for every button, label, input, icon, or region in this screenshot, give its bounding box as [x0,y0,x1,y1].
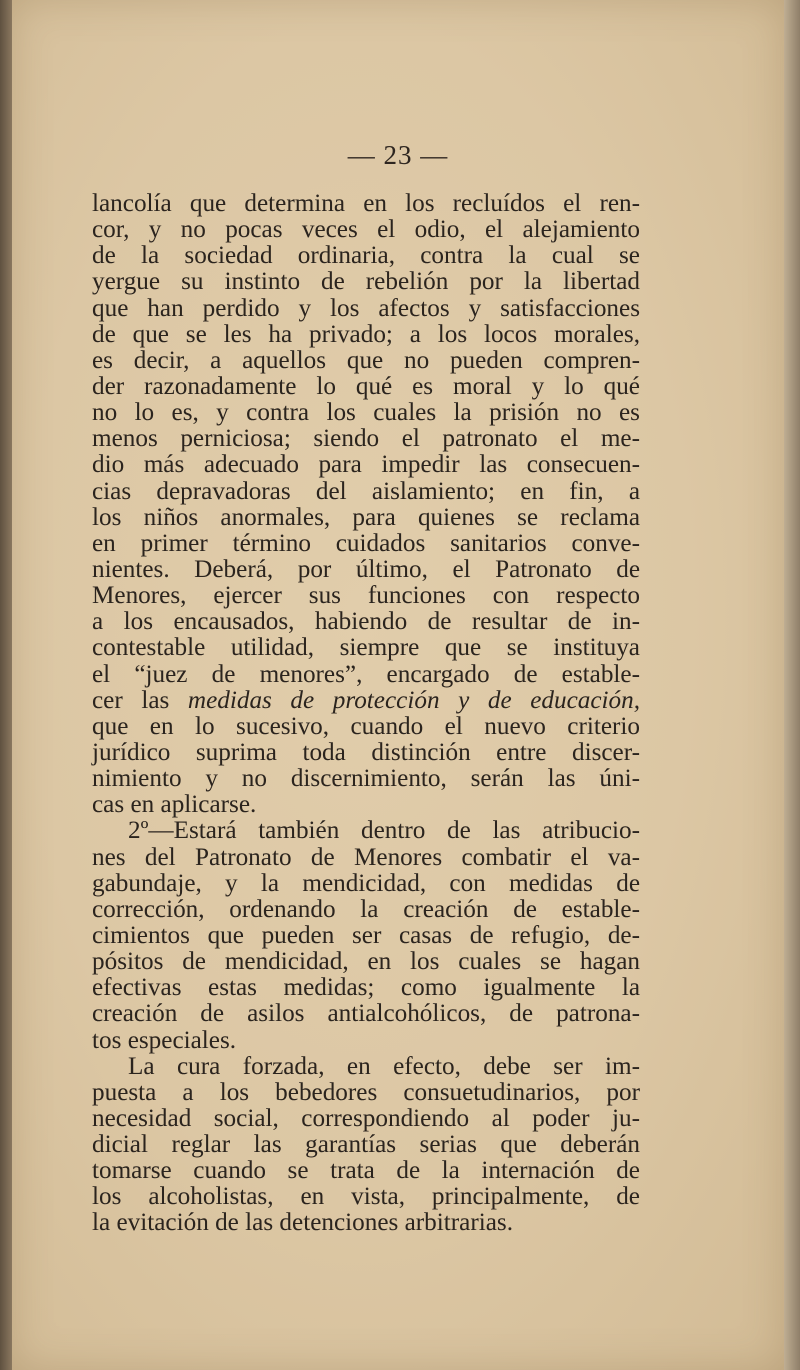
book-page [12,0,784,1370]
text-line: de la sociedad ordinaria, contra la cual se [92,242,640,270]
text-line: Menores, ejercer sus funciones con respecto [92,582,640,610]
text-line: que han perdido y los afectos y satisfacciones [92,294,640,322]
text-line: es decir, a aquellos que no pueden compren- [92,346,640,374]
text-line: nimiento y no discernimiento, serán las úni- [92,765,640,793]
page-body-text [92,191,640,1237]
text-line: pósitos de mendicidad, en los cuales se hagan [92,948,640,976]
text-line: jurídico suprima toda distinción entre discer- [92,738,640,766]
book-gutter-shadow [0,0,12,1370]
text-line: los alcoholistas, en vista, principalmente, de [92,1183,640,1211]
text-line: efectivas estas medidas; como igualmente la [92,974,640,1002]
text-line: a los encausados, habiendo de resultar de in- [92,608,640,636]
text-line: necesidad social, correspondiendo al poder ju- [92,1104,640,1132]
text-line: el “juez de menores”, encargado de estable- [92,660,640,688]
text-line: gabundaje, y la mendicidad, con medidas de [92,869,640,897]
text-line: tomarse cuando se trata de la internación de [92,1157,640,1185]
text-line: tos especiales. [92,1026,237,1054]
text-line: contestable utilidad, siempre que se instituya [92,634,640,662]
text-line: los niños anormales, para quienes se reclama [92,503,640,531]
text-segment: cer las [92,686,170,714]
text-line: cimientos que pueden ser casas de refugio, de- [92,921,640,949]
text-line: de que se les ha privado; a los locos morales, [92,320,640,348]
text-line: dicial reglar las garantías serias que deberán [92,1131,640,1159]
text-line: no lo es, y contra los cuales la prisión no es [92,399,640,427]
text-line: nientes. Deberá, por último, el Patronato de [92,555,640,583]
text-line: cas en aplicarse. [92,791,257,819]
text-line: que en lo sucesivo, cuando el nuevo criterio [92,712,640,740]
text-line: nes del Patronato de Menores combatir el va- [92,843,640,871]
text-line: menos perniciosa; siendo el patronato el me- [92,425,640,453]
text-line: en primer término cuidados sanitarios conve- [92,529,640,557]
text-line: cias depravadoras del aislamiento; en fin, a [92,477,640,505]
text-line: lancolía que determina en los recluídos el ren- [92,190,640,217]
text-line: creación de asilos antialcohólicos, de patrona- [92,1000,640,1028]
text-line: dio más adecuado para impedir las consecuen- [92,451,640,479]
text-line: La cura forzada, en efecto, debe ser im- [128,1052,640,1080]
text-line: corrección, ordenando la creación de estable- [92,895,640,923]
italic-text-segment: medidas de protección y de educación, [187,686,641,714]
page-number: — 23 — [347,140,449,170]
text-line: der razonadamente lo qué es moral y lo qué [92,372,640,400]
text-line: puesta a los bebedores consuetudinarios, por [92,1078,640,1106]
page-edge-shadow [784,0,800,1370]
text-line: 2º—Estará también dentro de las atribucio- [128,817,640,845]
text-line: cor, y no pocas veces el odio, el alejamiento [92,216,640,244]
text-line: yergue su instinto de rebelión por la libertad [92,268,640,296]
text-line-mixed [92,688,640,714]
text-line: la evitación de las detenciones arbitrarias. [92,1209,514,1237]
